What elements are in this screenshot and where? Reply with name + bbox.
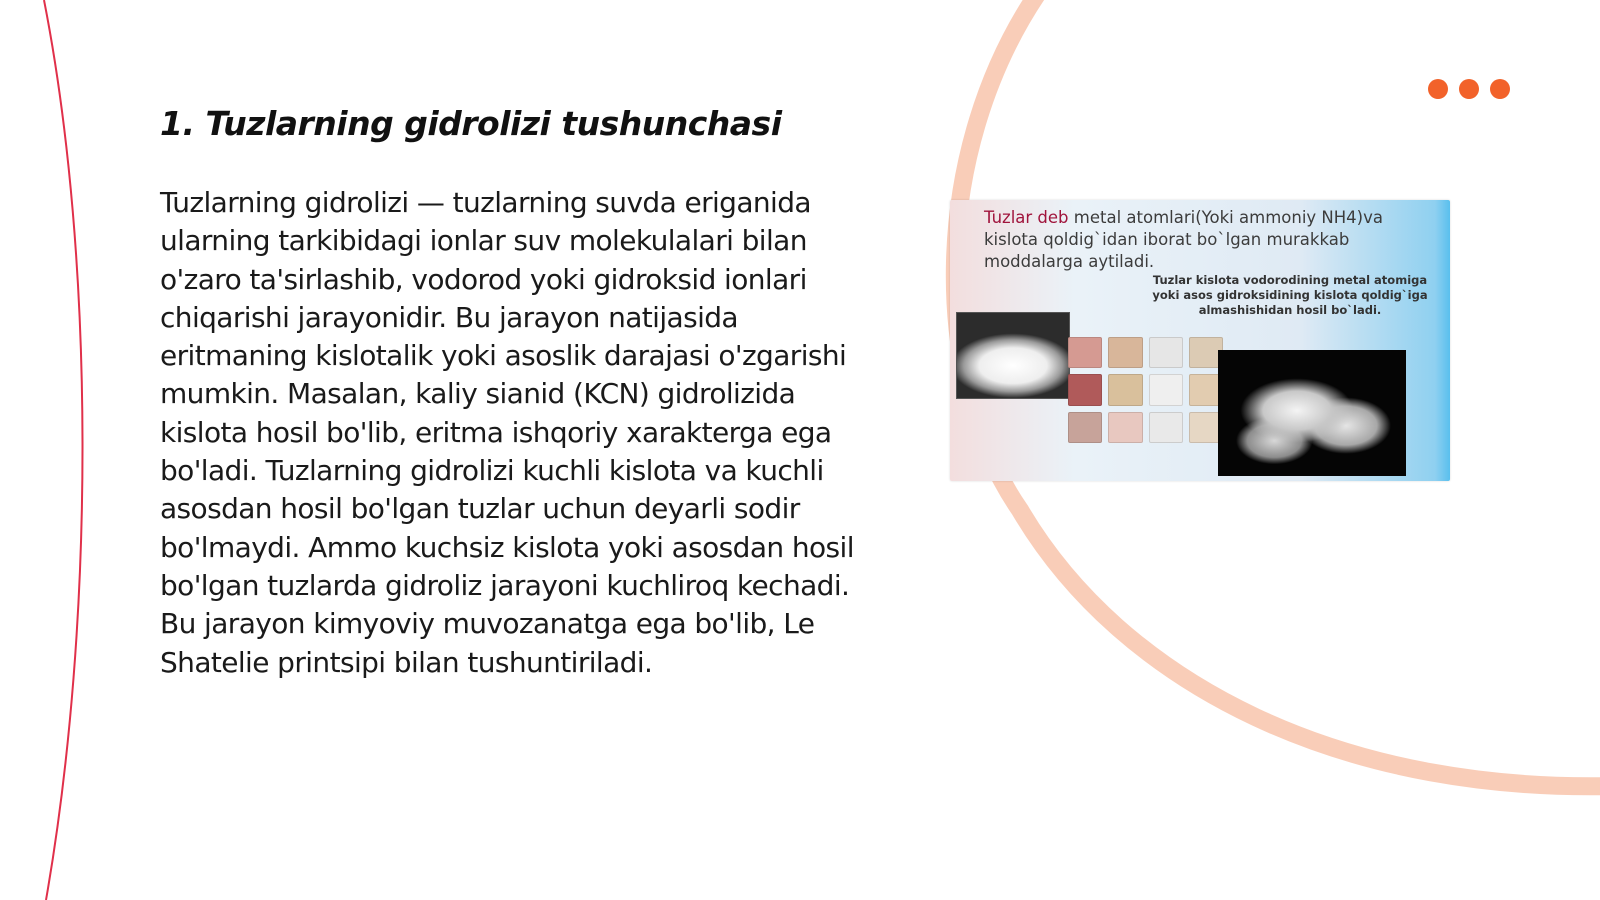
orange-dot-icon <box>1490 79 1510 99</box>
slide-body-text: Tuzlarning gidrolizi — tuzlarning suvda eriganida ularning tarkibidagi ionlar suv molekulalari bilan o'zaro ta'sirlashib, vodorod yoki gidroksid ionlari chiqarishi jarayonidir. Bu jarayon natijasida eritmaning kislotalik yoki asoslik darajasi o'zgarishi mumkin. Masalan, kaliy sianid (KCN) gidrolizida kislota hosil bo'lib, eritma ishqoriy xarakterga ega bo'ladi. Tuzlarning gidrolizi kuchli kislota va kuchli asosdan hosil bo'lgan tuzlar uchun deyarli sodir bo'lmaydi. Ammo kuchsiz kislota yoki asosdan hosil bo'lgan tuzlarda gidroliz jarayoni kuchliroq kechadi. Bu jarayon kimyoviy muvozanatga ega bo'lib, Le Shatelie printsipi bilan tushuntiriladi. <box>160 186 854 679</box>
salt-sample-tile <box>1108 337 1142 368</box>
orange-dot-icon <box>1428 79 1448 99</box>
orange-dot-icon <box>1459 79 1479 99</box>
red-curve-line <box>44 0 83 900</box>
salt-sample-tile <box>1149 412 1183 443</box>
salt-sample-tile <box>1149 374 1183 405</box>
definition-rest: metal atomlari(Yoki ammoniy NH4)va kislota qoldig`idan iborat bo`lgan murakkab moddalarga aytiladi. <box>984 208 1383 271</box>
salt-pile-image <box>956 312 1070 399</box>
salt-sample-tile <box>1108 374 1142 405</box>
salt-sample-tile <box>1068 374 1102 405</box>
salt-definition-text <box>984 207 1404 273</box>
definition-highlight: Tuzlar deb <box>984 208 1069 227</box>
salt-sample-tile <box>1108 412 1142 443</box>
salts-illustration <box>950 200 1450 481</box>
slide-title: 1. Tuzlarning gidrolizi tushunchasi <box>160 104 782 143</box>
salt-sample-tile <box>1149 337 1183 368</box>
salt-sample-tile <box>1068 412 1102 443</box>
salt-sample-tile <box>1068 337 1102 368</box>
salt-samples-grid <box>1068 337 1223 443</box>
salt-formation-note: Tuzlar kislota vodorodining metal atomiga yoki asos gidroksidining kislota qoldig`iga almashishidan hosil bo`ladi. <box>1152 273 1428 317</box>
salt-crystal-image <box>1218 350 1406 476</box>
decorative-dots <box>1428 79 1510 99</box>
